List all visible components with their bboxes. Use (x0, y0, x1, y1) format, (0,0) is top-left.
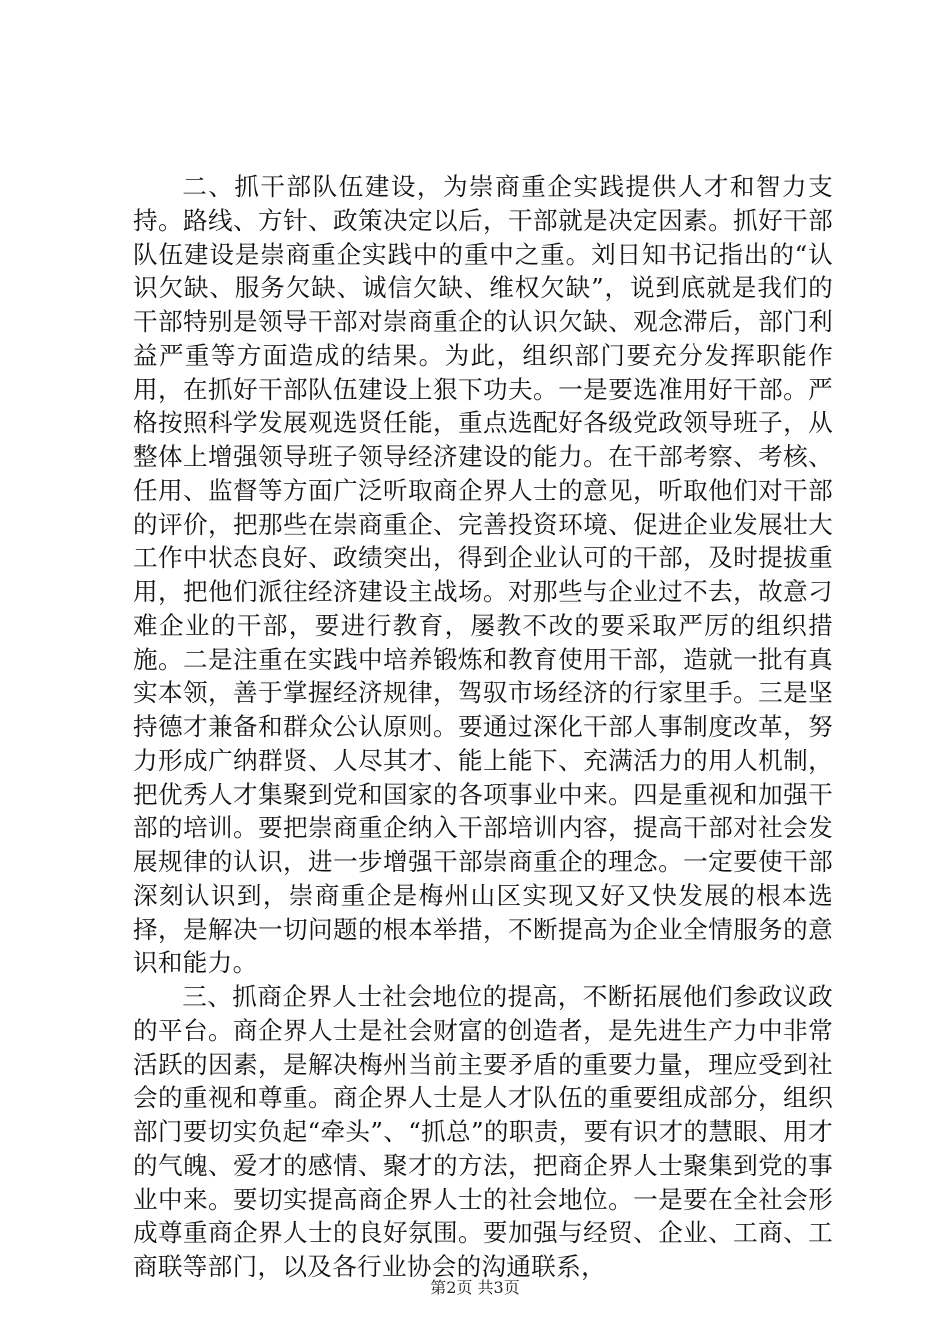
paragraph-business-status: 三、抓商企界人士社会地位的提高，不断拓展他们参政议政的平台。商企界人士是社会财富的创造者，是先进生产力中非常活跃的因素，是解决梅州当前主要矛盾的重要力量，理应受到社会的重视和尊重。商企界人士是人才队伍的重要组成部分，组织部门要切实负起“牵头”、“抓总”的职责，要有识才的慧眼、用才的气魄、爱才的感情、聚才的方法，把商企界人士聚集到党的事业中来。要切实提高商企界人士的社会地位。一是要在全社会形成尊重商企界人士的良好氛围。要加强与经贸、企业、工商、工商联等部门，以及各行业协会的沟通联系， (133, 982, 833, 1281)
document-body (133, 170, 833, 1284)
paragraph-cadre-building: 二、抓干部队伍建设，为崇商重企实践提供人才和智力支持。路线、方针、政策决定以后，干部就是决定因素。抓好干部队伍建设是崇商重企实践中的重中之重。刘日知书记指出的“认识欠缺、服务欠缺、诚信欠缺、维权欠缺”，说到底就是我们的干部特别是领导干部对崇商重企的认识欠缺、观念滞后，部门利益严重等方面造成的结果。为此，组织部门要充分发挥职能作用，在抓好干部队伍建设上狠下功夫。一是要选准用好干部。严格按照科学发展观选贤任能，重点选配好各级党政领导班子，从整体上增强领导班子领导经济建设的能力。在干部考察、考核、任用、监督等方面广泛听取商企界人士的意见，听取他们对干部的评价，把那些在崇商重企、完善投资环境、促进企业发展壮大工作中状态良好、政绩突出，得到企业认可的干部，及时提拔重用，把他们派往经济建设主战场。对那些与企业过不去，故意刁难企业的干部，要进行教育，屡教不改的要采取严厉的组织措施。二是注重在实践中培养锻炼和教育使用干部，造就一批有真实本领，善于掌握经济规律，驾驭市场经济的行家里手。三是坚持德才兼备和群众公认原则。要通过深化干部人事制度改革，努力形成广纳群贤、人尽其才、能上能下、充满活力的用人机制，把优秀人才集聚到党和国家的各项事业中来。四是重视和加强干部的培训。要把崇商重企纳入干部培训内容，提高干部对社会发展规律的认识，进一步增强干部崇商重企的理念。一定要使干部深刻认识到，崇商重企是梅州山区实现又好又快发展的根本选择，是解决一切问题的根本举措，不断提高为企业全情服务的意识和能力。 (133, 172, 833, 978)
page-number-footer: 第2页 共3页 (430, 1278, 520, 1297)
